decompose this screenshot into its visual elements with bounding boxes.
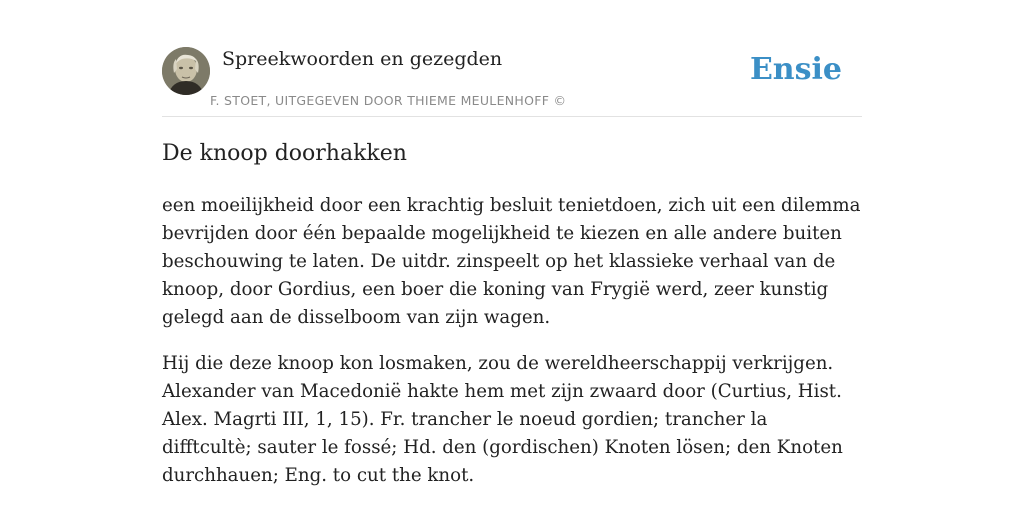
entry-paragraph: Hij die deze knoop kon losmaken, zou de wereldheerschappij verkrijgen. Alexander van Macedonië hakte hem met zijn zwaard door (Curtius, Hist. Alex. Magrti III, 1, 15). Fr. trancher le noeud gordien; trancher la difftcultè; sauter le fossé; Hd. den (gordischen) Knoten lösen; den Knoten durchhauen; Eng. to cut the knot. (162, 353, 843, 486)
source-credit: F. STOET, UITGEGEVEN DOOR THIEME MEULENHOFF © (210, 93, 567, 108)
entry-paragraph: een moeilijkheid door een krachtig besluit tenietdoen, zich uit een dilemma bevrijden door één bepaalde mogelijkheid te kiezen en alle andere buiten beschouwing te laten. De uitdr. zinspeelt op het klassieke verhaal van de knoop, door Gordius, een boer die koning van Frygië werd, zeer kunstig gelegd aan de disselboom van zijn wagen. (162, 195, 861, 328)
book-title[interactable]: Spreekwoorden en gezegden (222, 48, 503, 70)
brand-logo[interactable]: Ensie (749, 52, 842, 87)
portrait-icon (162, 47, 210, 95)
entry-body (162, 192, 862, 508)
header (162, 44, 862, 117)
entry-headword: De knoop doorhakken (162, 141, 407, 166)
author-avatar (162, 47, 210, 95)
